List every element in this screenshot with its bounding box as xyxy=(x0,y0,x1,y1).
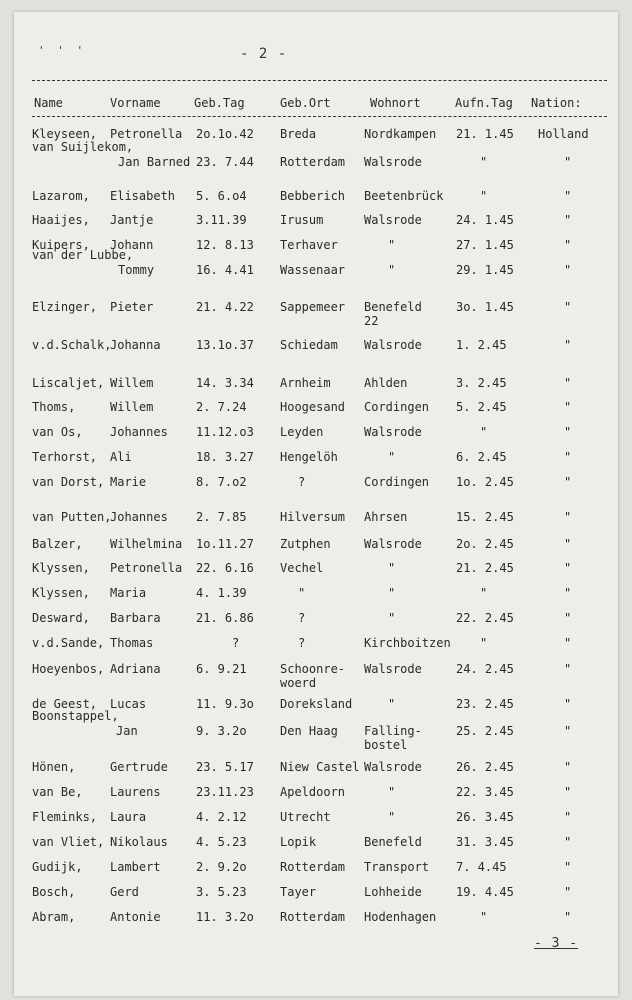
cell-geb-tag: 2. 7.85 xyxy=(196,510,247,524)
cell-nation: " xyxy=(564,860,572,874)
cell-geb-tag: 11. 3.2o xyxy=(196,910,254,924)
cell-geb-tag: 21. 4.22 xyxy=(196,300,254,314)
cell-nation: " xyxy=(564,586,572,600)
column-header: Vorname xyxy=(110,96,161,110)
cell-aufn-tag: 25. 2.45 xyxy=(456,724,514,738)
cell-nation: " xyxy=(564,450,572,464)
cell-vorname: Willem xyxy=(110,376,154,390)
cell-aufn-tag: 3. 2.45 xyxy=(456,376,507,390)
cell-name: v.d.Sande, xyxy=(32,636,105,650)
cell-geb-tag: 23.11.23 xyxy=(196,785,254,799)
cell-nation: " xyxy=(564,155,572,169)
cell-vorname: Johanna xyxy=(110,338,161,352)
cell-aufn-tag: 23. 2.45 xyxy=(456,697,514,711)
cell-vorname: Petronella xyxy=(110,561,183,575)
cell-nation: " xyxy=(564,697,572,711)
cell-geb-ort2-continued: woerd xyxy=(280,676,317,690)
cell-aufn-tag: " xyxy=(480,910,488,924)
cell-nation: " xyxy=(564,537,572,551)
cell-nation: " xyxy=(564,636,572,650)
cell-wohnort: Walsrode xyxy=(364,760,422,774)
cell-wohnort2-continued: bostel xyxy=(364,738,408,752)
cell-geb-ort: Vechel xyxy=(280,561,324,575)
cell-nation: " xyxy=(564,510,572,524)
cell-geb-ort: Lopik xyxy=(280,835,317,849)
cell-aufn-tag: 19. 4.45 xyxy=(456,885,514,899)
cell-geb-tag: 23. 7.44 xyxy=(196,155,254,169)
cell-name: Bosch, xyxy=(32,885,76,899)
cell-aufn-tag: 6. 2.45 xyxy=(456,450,507,464)
cell-aufn-tag: 1. 2.45 xyxy=(456,338,507,352)
cell-geb-tag: 6. 9.21 xyxy=(196,662,247,676)
cell-name: Lazarom, xyxy=(32,189,90,203)
page-number: - 2 - xyxy=(240,46,288,62)
cell-geb-ort: Schoonre- xyxy=(280,662,346,676)
cell-geb-tag: 16. 4.41 xyxy=(196,263,254,277)
cell-vorname: Gertrude xyxy=(110,760,168,774)
cell-aufn-tag: 26. 3.45 xyxy=(456,810,514,824)
cell-geb-ort: Rotterdam xyxy=(280,860,346,874)
cell-wohnort: Lohheide xyxy=(364,885,422,899)
cell-wohnort: " xyxy=(388,586,396,600)
cell-nation: Holland xyxy=(538,127,589,141)
cell-geb-ort: Wassenaar xyxy=(280,263,346,277)
cell-aufn-tag: 27. 1.45 xyxy=(456,238,514,252)
cell-nation: " xyxy=(564,475,572,489)
cell-name: Kleyseen, xyxy=(32,127,98,141)
cell-nation: " xyxy=(564,238,572,252)
cell-wohnort: Ahrsen xyxy=(364,510,408,524)
cell-aufn-tag: " xyxy=(480,636,488,650)
cell-aufn-tag: 21. 1.45 xyxy=(456,127,514,141)
cell-name: Gudijk, xyxy=(32,860,83,874)
column-header: Nation: xyxy=(531,96,582,110)
cell-geb-tag: 3. 5.23 xyxy=(196,885,247,899)
column-header: Geb.Ort xyxy=(280,96,331,110)
cell-geb-ort: Hengelöh xyxy=(280,450,338,464)
cell-vorname: Jantje xyxy=(110,213,154,227)
cell-geb-ort: Schiedam xyxy=(280,338,338,352)
cell-name: Haaijes, xyxy=(32,213,90,227)
corner-marks: ' ' ' xyxy=(38,44,87,57)
cell-geb-ort: Arnheim xyxy=(280,376,331,390)
cell-aufn-tag: 24. 1.45 xyxy=(456,213,514,227)
cell-geb-tag: 11. 9.3o xyxy=(196,697,254,711)
cell-vorname: Laurens xyxy=(110,785,161,799)
cell-vorname: Antonie xyxy=(110,910,161,924)
cell-geb-tag: 5. 6.o4 xyxy=(196,189,247,203)
cell-wohnort: " xyxy=(388,697,396,711)
cell-geb-tag: ? xyxy=(232,636,240,650)
column-header: Name xyxy=(34,96,63,110)
column-header: Aufn.Tag xyxy=(455,96,513,110)
cell-aufn-tag: 22. 3.45 xyxy=(456,785,514,799)
cell-aufn-tag: 15. 2.45 xyxy=(456,510,514,524)
cell-wohnort: Walsrode xyxy=(364,338,422,352)
cell-name: van Vliet, xyxy=(32,835,105,849)
cell-wohnort: Walsrode xyxy=(364,662,422,676)
cell-geb-tag: 2o.1o.42 xyxy=(196,127,254,141)
cell-wohnort: Walsrode xyxy=(364,537,422,551)
cell-vorname: Willem xyxy=(110,400,154,414)
cell-geb-ort: Breda xyxy=(280,127,317,141)
cell-aufn-tag: " xyxy=(480,425,488,439)
cell-nation: " xyxy=(564,400,572,414)
cell-wohnort: Kirchboitzen xyxy=(364,636,451,650)
cell-vorname: Maria xyxy=(110,586,147,600)
cell-name: Balzer, xyxy=(32,537,83,551)
cell-vorname: Marie xyxy=(110,475,147,489)
cell-vorname: Petronella xyxy=(110,127,183,141)
cell-geb-tag: 14. 3.34 xyxy=(196,376,254,390)
cell-name: Kuipers, xyxy=(32,238,90,252)
cell-wohnort: Cordingen xyxy=(364,400,430,414)
cell-geb-ort: Niew Castel xyxy=(280,760,360,774)
cell-nation: " xyxy=(564,785,572,799)
cell-vorname: Nikolaus xyxy=(110,835,168,849)
cell-name: Thoms, xyxy=(32,400,76,414)
cell-wohnort: " xyxy=(388,611,396,625)
column-header: Geb.Tag xyxy=(194,96,245,110)
cell-geb-tag: 4. 2.12 xyxy=(196,810,247,824)
cell-wohnort: Falling- xyxy=(364,724,422,738)
cell-aufn-tag: 7. 4.45 xyxy=(456,860,507,874)
cell-vorname: Ali xyxy=(110,450,132,464)
cell-wohnort: " xyxy=(388,561,396,575)
cell-vorname: Johann xyxy=(110,238,154,252)
cell-aufn-tag: 3o. 1.45 xyxy=(456,300,514,314)
cell-geb-ort: Sappemeer xyxy=(280,300,346,314)
cell-wohnort: Hodenhagen xyxy=(364,910,437,924)
cell-aufn-tag: 22. 2.45 xyxy=(456,611,514,625)
cell-geb-ort: Hoogesand xyxy=(280,400,346,414)
cell-nation: " xyxy=(564,810,572,824)
cell-name: Hönen, xyxy=(32,760,76,774)
cell-nation: " xyxy=(564,724,572,738)
cell-name: de Geest, xyxy=(32,697,98,711)
cell-wohnort: Walsrode xyxy=(364,155,422,169)
cell-vorname: Jan xyxy=(116,724,138,738)
header-rule-top xyxy=(32,80,607,81)
cell-aufn-tag: " xyxy=(480,189,488,203)
cell-name: Klyssen, xyxy=(32,561,90,575)
cell-geb-ort: Utrecht xyxy=(280,810,331,824)
cell-wohnort: " xyxy=(388,785,396,799)
cell-geb-tag: 23. 5.17 xyxy=(196,760,254,774)
cell-name: Hoeyenbos, xyxy=(32,662,105,676)
cell-wohnort2-continued: 22 xyxy=(364,314,379,328)
cell-geb-tag: 2. 7.24 xyxy=(196,400,247,414)
column-header: Wohnort xyxy=(370,96,421,110)
cell-name: Terhorst, xyxy=(32,450,98,464)
cell-geb-tag: 22. 6.16 xyxy=(196,561,254,575)
cell-wohnort: Transport xyxy=(364,860,430,874)
cell-aufn-tag: 5. 2.45 xyxy=(456,400,507,414)
cell-wohnort: " xyxy=(388,263,396,277)
cell-wohnort: " xyxy=(388,450,396,464)
cell-vorname: Pieter xyxy=(110,300,154,314)
cell-vorname: Johannes xyxy=(110,425,168,439)
cell-vorname: Wilhelmina xyxy=(110,537,183,551)
cell-name: v.d.Schalk, xyxy=(32,338,112,352)
cell-wohnort: Benefeld xyxy=(364,835,422,849)
cell-geb-ort: Bebberich xyxy=(280,189,346,203)
cell-vorname: Gerd xyxy=(110,885,139,899)
cell-nation: " xyxy=(564,910,572,924)
cell-wohnort: " xyxy=(388,810,396,824)
cell-vorname: Lambert xyxy=(110,860,161,874)
header-rule-bottom xyxy=(32,116,607,117)
cell-geb-ort: ? xyxy=(298,636,306,650)
cell-aufn-tag: 26. 2.45 xyxy=(456,760,514,774)
cell-aufn-tag: 21. 2.45 xyxy=(456,561,514,575)
cell-wohnort: Cordingen xyxy=(364,475,430,489)
cell-name: van Suijlekom, xyxy=(32,140,134,154)
cell-name: van Be, xyxy=(32,785,83,799)
cell-vorname: Jan Barned xyxy=(118,155,191,169)
cell-geb-tag: 12. 8.13 xyxy=(196,238,254,252)
cell-geb-tag: 3.11.39 xyxy=(196,213,247,227)
cell-name: Klyssen, xyxy=(32,586,90,600)
cell-name: van Os, xyxy=(32,425,83,439)
cell-nation: " xyxy=(564,885,572,899)
cell-aufn-tag: 29. 1.45 xyxy=(456,263,514,277)
cell-geb-tag: 2. 9.2o xyxy=(196,860,247,874)
cell-vorname: Adriana xyxy=(110,662,161,676)
cell-wohnort: Walsrode xyxy=(364,213,422,227)
cell-geb-ort: Tayer xyxy=(280,885,317,899)
cell-wohnort: Benefeld xyxy=(364,300,422,314)
cell-vorname: Elisabeth xyxy=(110,189,176,203)
cell-geb-ort: ? xyxy=(298,611,306,625)
cell-nation: " xyxy=(564,561,572,575)
cell-aufn-tag: " xyxy=(480,155,488,169)
cell-vorname: Barbara xyxy=(110,611,161,625)
cell-wohnort: Walsrode xyxy=(364,425,422,439)
cell-nation: " xyxy=(564,760,572,774)
cell-nation: " xyxy=(564,376,572,390)
cell-aufn-tag: 1o. 2.45 xyxy=(456,475,514,489)
cell-geb-ort: Den Haag xyxy=(280,724,338,738)
cell-nation: " xyxy=(564,662,572,676)
cell-geb-tag: 18. 3.27 xyxy=(196,450,254,464)
cell-geb-tag: 4. 5.23 xyxy=(196,835,247,849)
cell-name: Abram, xyxy=(32,910,76,924)
cell-geb-tag: 8. 7.o2 xyxy=(196,475,247,489)
cell-geb-tag: 4. 1.39 xyxy=(196,586,247,600)
cell-nation: " xyxy=(564,189,572,203)
cell-vorname: Tommy xyxy=(118,263,155,277)
cell-nation: " xyxy=(564,611,572,625)
cell-nation: " xyxy=(564,338,572,352)
cell-name: Boonstappel, xyxy=(32,709,119,723)
cell-aufn-tag: " xyxy=(480,586,488,600)
cell-aufn-tag: 24. 2.45 xyxy=(456,662,514,676)
cell-wohnort: " xyxy=(388,238,396,252)
cell-name: van Putten, xyxy=(32,510,112,524)
cell-wohnort: Beetenbrück xyxy=(364,189,444,203)
cell-vorname: Laura xyxy=(110,810,147,824)
cell-name: Liscaljet, xyxy=(32,376,105,390)
cell-aufn-tag: 31. 3.45 xyxy=(456,835,514,849)
next-page-marker: - 3 - xyxy=(534,936,579,951)
cell-name: Desward, xyxy=(32,611,90,625)
cell-nation: " xyxy=(564,263,572,277)
cell-geb-ort: Irusum xyxy=(280,213,324,227)
cell-name: van Dorst, xyxy=(32,475,105,489)
cell-aufn-tag: 2o. 2.45 xyxy=(456,537,514,551)
cell-geb-tag: 21. 6.86 xyxy=(196,611,254,625)
cell-geb-ort: Hilversum xyxy=(280,510,346,524)
cell-geb-tag: 11.12.o3 xyxy=(196,425,254,439)
cell-name: Elzinger, xyxy=(32,300,98,314)
cell-geb-ort: Apeldoorn xyxy=(280,785,346,799)
cell-geb-ort: Leyden xyxy=(280,425,324,439)
cell-nation: " xyxy=(564,213,572,227)
cell-geb-ort: Doreksland xyxy=(280,697,353,711)
cell-vorname: Thomas xyxy=(110,636,154,650)
cell-name: van der Lubbe, xyxy=(32,248,134,262)
cell-wohnort: Nordkampen xyxy=(364,127,437,141)
cell-geb-ort: " xyxy=(298,586,306,600)
cell-wohnort: Ahlden xyxy=(364,376,408,390)
cell-nation: " xyxy=(564,835,572,849)
cell-nation: " xyxy=(564,425,572,439)
cell-geb-tag: 13.1o.37 xyxy=(196,338,254,352)
cell-name: Fleminks, xyxy=(32,810,98,824)
cell-vorname: Johannes xyxy=(110,510,168,524)
cell-geb-tag: 1o.11.27 xyxy=(196,537,254,551)
cell-vorname: Lucas xyxy=(110,697,147,711)
cell-geb-tag: 9. 3.2o xyxy=(196,724,247,738)
cell-geb-ort: Zutphen xyxy=(280,537,331,551)
cell-geb-ort: Rotterdam xyxy=(280,910,346,924)
cell-geb-ort: Terhaver xyxy=(280,238,338,252)
cell-nation: " xyxy=(564,300,572,314)
cell-geb-ort: Rotterdam xyxy=(280,155,346,169)
cell-geb-ort: ? xyxy=(298,475,306,489)
